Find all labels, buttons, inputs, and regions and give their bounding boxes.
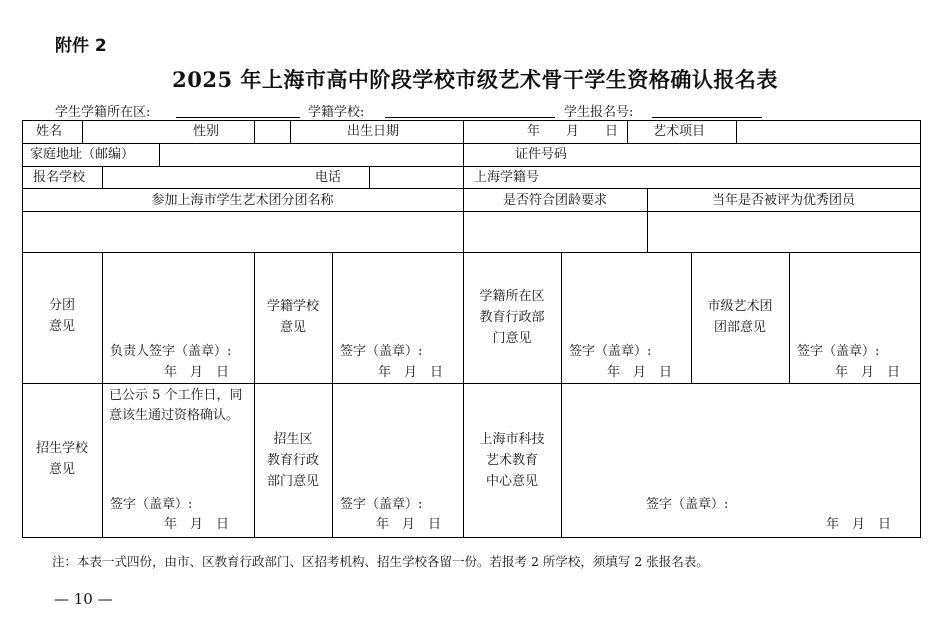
admission-school-opinion-label: 招生学校 意见 — [35, 441, 88, 477]
center-sign-label: 签字（盖章）: — [646, 497, 729, 512]
admission-school-date: 年 月 日 — [164, 517, 230, 532]
school-opinion-label: 学籍学校 意见 — [266, 299, 319, 335]
footnote: 注：本表一式四份，由市、区教育行政部门、区招考机构、招生学校各留一份。若报考 2 所学校，须填写 2 张报名表。 — [52, 554, 709, 569]
grid-line — [789, 252, 790, 383]
form-title: 2025 年上海市高中阶段学校市级艺术骨干学生资格确认报名表 — [172, 67, 778, 92]
id-no-label: 证件号码 — [515, 147, 568, 162]
admission-district-edu-label: 招生区 教育行政 部门意见 — [266, 432, 319, 489]
gender-label: 性别 — [193, 124, 220, 139]
grid-line — [254, 252, 255, 538]
district-edu-opinion-label: 学籍所在区 教育行政部 门意见 — [479, 289, 545, 346]
center-opinion-label: 上海市科技 艺术教育 中心意见 — [479, 432, 545, 489]
excellent-label: 当年是否被评为优秀团员 — [711, 193, 855, 208]
grid-line — [561, 252, 562, 538]
grid-line — [369, 166, 370, 188]
art-item-label: 艺术项目 — [653, 124, 706, 139]
troupe-name-label: 参加上海市学生艺术团分团名称 — [151, 193, 334, 208]
birth-month: 月 — [566, 124, 580, 139]
branch-date: 年 月 日 — [164, 365, 230, 380]
reg-no-field[interactable] — [652, 117, 762, 118]
district-edu-sign-label: 签字（盖章）: — [569, 344, 652, 359]
district-label: 学生学籍所在区: — [55, 105, 151, 120]
phone-label: 电话 — [315, 170, 342, 185]
birth-day: 日 — [605, 124, 619, 139]
district-edu-date: 年 月 日 — [607, 365, 673, 380]
city-troupe-date: 年 月 日 — [835, 365, 901, 380]
birth-label: 出生日期 — [347, 124, 400, 139]
admission-district-date: 年 月 日 — [376, 517, 442, 532]
reg-no-label: 学生报名号: — [564, 105, 634, 120]
district-field[interactable] — [176, 117, 300, 118]
grid-line — [22, 188, 921, 189]
center-date: 年 月 日 — [826, 517, 892, 532]
city-troupe-opinion-label: 市级艺术团 团部意见 — [707, 299, 773, 335]
grid-line — [22, 383, 921, 384]
grid-line — [22, 120, 921, 121]
publicity-text: 已公示 5 个工作日，同意该生通过资格确认。 — [109, 388, 243, 423]
leader-sign-label: 负责人签字（盖章）: — [110, 344, 232, 359]
grid-line — [22, 211, 921, 212]
page-number: — 10 — — [54, 590, 113, 608]
grid-line — [254, 120, 255, 143]
branch-opinion-label: 分团 意见 — [48, 298, 75, 334]
grid-line — [736, 120, 737, 143]
grid-line — [82, 120, 83, 143]
name-label: 姓名 — [36, 124, 63, 139]
grid-line — [627, 120, 628, 143]
grid-line — [22, 166, 921, 167]
apply-school-label: 报名学校 — [33, 170, 86, 185]
grid-line — [22, 537, 921, 538]
birth-year: 年 — [527, 124, 541, 139]
grid-line — [920, 120, 921, 538]
sh-reg-label: 上海学籍号 — [474, 170, 540, 185]
address-label: 家庭地址（邮编） — [30, 147, 135, 162]
grid-line — [159, 143, 160, 166]
grid-line — [102, 252, 103, 538]
school-field[interactable] — [385, 117, 555, 118]
grid-line — [290, 120, 291, 143]
admission-school-sign-label: 签字（盖章）: — [110, 497, 193, 512]
school-sign-label: 签字（盖章）: — [340, 344, 423, 359]
school-label: 学籍学校: — [308, 105, 365, 120]
grid-line — [102, 166, 103, 188]
admission-district-sign-label: 签字（盖章）: — [340, 497, 423, 512]
grid-line — [332, 252, 333, 538]
attachment-label: 附件 2 — [55, 36, 107, 56]
grid-line — [22, 252, 921, 253]
school-date: 年 月 日 — [378, 365, 444, 380]
grid-line — [22, 143, 921, 144]
city-troupe-sign-label: 签字（盖章）: — [797, 344, 880, 359]
age-req-label: 是否符合团龄要求 — [502, 193, 607, 208]
